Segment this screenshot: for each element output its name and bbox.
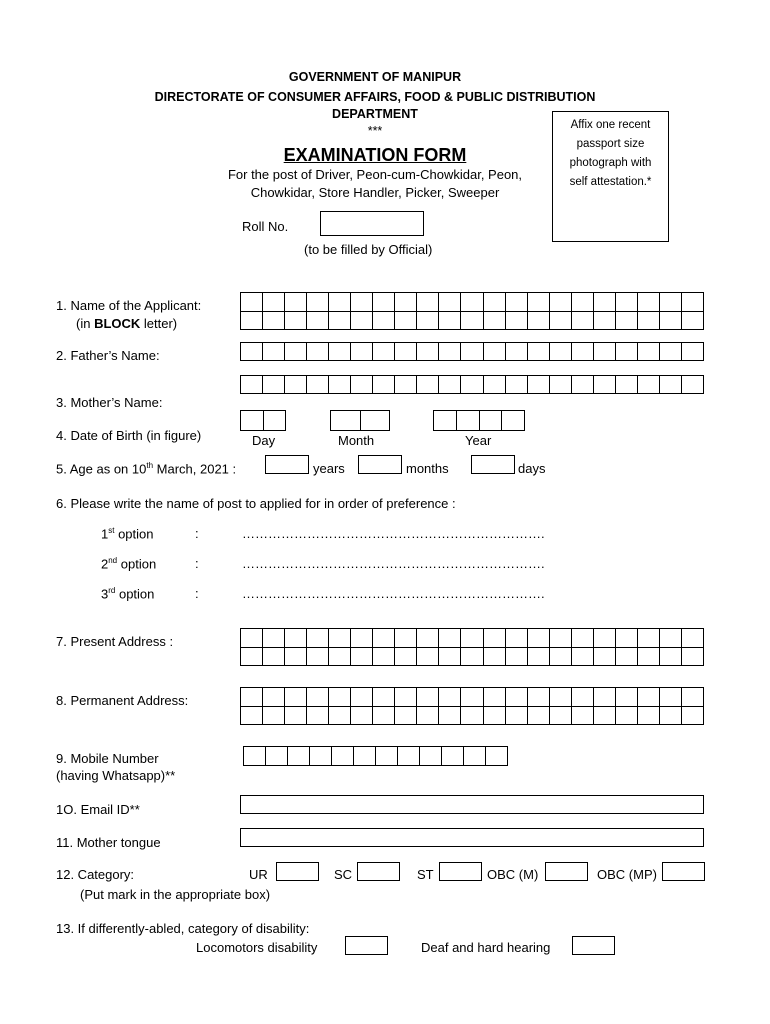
category-obcm-label: OBC (M)	[487, 867, 539, 882]
header-government: GOVERNMENT OF MANIPUR	[288, 70, 462, 84]
char-box[interactable]	[439, 648, 461, 667]
char-box[interactable]	[263, 343, 285, 361]
char-box[interactable]	[682, 312, 704, 331]
char-box[interactable]	[417, 312, 439, 331]
char-box[interactable]	[395, 688, 417, 707]
mother-tongue-field[interactable]	[240, 828, 704, 847]
char-box[interactable]	[285, 688, 307, 707]
char-box[interactable]	[550, 293, 572, 312]
age-days-box[interactable]	[471, 455, 515, 474]
photo-text-2: passport size	[576, 138, 645, 150]
char-box[interactable]	[417, 707, 439, 726]
q3-label: 3. Mother’s Name:	[56, 395, 163, 410]
dob-year-label: Year	[465, 433, 492, 448]
char-box[interactable]	[417, 343, 439, 361]
roll-label: Roll No.	[242, 219, 289, 234]
char-box[interactable]	[331, 411, 361, 431]
char-box[interactable]	[461, 312, 483, 331]
char-box[interactable]	[682, 688, 704, 707]
char-box[interactable]	[660, 688, 682, 707]
char-box[interactable]	[550, 376, 572, 394]
char-box[interactable]	[439, 343, 461, 361]
char-box[interactable]	[616, 648, 638, 667]
char-box[interactable]	[572, 312, 594, 331]
mobile-number-grid[interactable]	[243, 746, 508, 766]
char-box[interactable]	[528, 707, 550, 726]
char-box[interactable]	[329, 629, 351, 648]
char-box[interactable]	[484, 629, 506, 648]
char-box[interactable]	[638, 688, 660, 707]
char-box[interactable]	[594, 688, 616, 707]
char-box[interactable]	[307, 688, 329, 707]
q5-label: 5. Age as on 10th March, 2021 :	[56, 461, 237, 477]
char-box[interactable]	[682, 293, 704, 312]
char-box[interactable]	[351, 312, 373, 331]
char-box[interactable]	[484, 376, 506, 394]
char-box[interactable]	[241, 707, 263, 726]
char-box[interactable]	[288, 747, 310, 766]
char-box[interactable]	[528, 376, 550, 394]
dob-day-grid[interactable]	[240, 410, 286, 431]
char-box[interactable]	[361, 411, 391, 431]
char-box[interactable]	[660, 629, 682, 648]
option-3-line[interactable]: …………………………………………………………….	[242, 586, 545, 601]
char-box[interactable]	[461, 376, 483, 394]
char-box[interactable]	[594, 293, 616, 312]
q9-label: 9. Mobile Number	[56, 751, 159, 766]
char-box[interactable]	[528, 343, 550, 361]
q9-sublabel: (having Whatsapp)**	[56, 768, 176, 783]
char-box[interactable]	[682, 707, 704, 726]
char-box[interactable]	[506, 376, 528, 394]
char-box[interactable]	[329, 688, 351, 707]
char-box[interactable]	[484, 293, 506, 312]
char-box[interactable]	[241, 376, 263, 394]
char-box[interactable]	[373, 707, 395, 726]
char-box[interactable]	[329, 293, 351, 312]
char-box[interactable]	[461, 293, 483, 312]
char-box[interactable]	[660, 293, 682, 312]
char-box[interactable]	[484, 688, 506, 707]
char-box[interactable]	[682, 629, 704, 648]
char-box[interactable]	[439, 688, 461, 707]
char-box[interactable]	[307, 376, 329, 394]
header-stars: ***	[367, 124, 383, 138]
char-box[interactable]	[506, 312, 528, 331]
char-box[interactable]	[263, 707, 285, 726]
form-title: EXAMINATION FORM	[283, 145, 467, 165]
header-department: DEPARTMENT	[332, 107, 418, 121]
disability-deaf-box[interactable]	[572, 936, 615, 955]
char-box[interactable]	[439, 312, 461, 331]
char-box[interactable]	[550, 648, 572, 667]
char-box[interactable]	[682, 343, 704, 361]
char-box[interactable]	[461, 688, 483, 707]
category-sc-box[interactable]	[357, 862, 400, 881]
char-box[interactable]	[307, 312, 329, 331]
char-box[interactable]	[417, 688, 439, 707]
char-box[interactable]	[461, 343, 483, 361]
option-1-line[interactable]: …………………………………………………………….	[242, 526, 545, 541]
q6-label: 6. Please write the name of post to applied for in order of preference :	[56, 496, 456, 511]
char-box[interactable]	[439, 293, 461, 312]
char-box[interactable]	[464, 747, 486, 766]
char-box[interactable]	[263, 293, 285, 312]
category-obcmp-label: OBC (MP)	[597, 867, 657, 882]
char-box[interactable]	[506, 707, 528, 726]
q7-label: 7. Present Address :	[56, 634, 174, 649]
dob-day-label: Day	[252, 433, 276, 448]
char-box[interactable]	[594, 648, 616, 667]
age-years-box[interactable]	[265, 455, 309, 474]
char-box[interactable]	[572, 343, 594, 361]
char-box[interactable]	[484, 707, 506, 726]
char-box[interactable]	[417, 293, 439, 312]
char-box[interactable]	[398, 747, 420, 766]
option-3-colon: :	[195, 586, 199, 601]
char-box[interactable]	[506, 629, 528, 648]
char-box[interactable]	[550, 707, 572, 726]
char-box[interactable]	[285, 648, 307, 667]
photo-text-3: photograph with	[569, 157, 652, 169]
char-box[interactable]	[616, 343, 638, 361]
char-box[interactable]	[373, 688, 395, 707]
char-box[interactable]	[572, 688, 594, 707]
char-box[interactable]	[241, 629, 263, 648]
char-box[interactable]	[550, 629, 572, 648]
char-box[interactable]	[442, 747, 464, 766]
q12-label: 12. Category:	[56, 867, 135, 882]
char-box[interactable]	[528, 293, 550, 312]
char-box[interactable]	[616, 688, 638, 707]
char-box[interactable]	[263, 376, 285, 394]
char-box[interactable]	[484, 648, 506, 667]
dob-month-label: Month	[338, 433, 375, 448]
char-box[interactable]	[550, 343, 572, 361]
char-box[interactable]	[266, 747, 288, 766]
photo-box[interactable]	[552, 111, 669, 242]
char-box[interactable]	[461, 707, 483, 726]
char-box[interactable]	[307, 343, 329, 361]
char-box[interactable]	[506, 688, 528, 707]
char-box[interactable]	[395, 312, 417, 331]
char-box[interactable]	[285, 312, 307, 331]
char-box[interactable]	[307, 707, 329, 726]
char-box[interactable]	[638, 648, 660, 667]
char-box[interactable]	[351, 343, 373, 361]
char-box[interactable]	[417, 629, 439, 648]
char-box[interactable]	[528, 629, 550, 648]
option-3-label: 3rd option	[101, 586, 155, 602]
disability-deaf-label: Deaf and hard hearing	[421, 940, 551, 955]
char-box[interactable]	[241, 312, 263, 331]
char-box[interactable]	[506, 293, 528, 312]
q10-label: 1O. Email ID**	[56, 802, 140, 817]
permanent-address-grid[interactable]	[240, 687, 704, 725]
char-box[interactable]	[502, 411, 525, 431]
char-box[interactable]	[550, 312, 572, 331]
char-box[interactable]	[616, 629, 638, 648]
char-box[interactable]	[682, 648, 704, 667]
option-2-colon: :	[195, 556, 199, 571]
char-box[interactable]	[351, 293, 373, 312]
char-box[interactable]	[660, 707, 682, 726]
category-obcm-box[interactable]	[545, 862, 588, 881]
option-2-line[interactable]: …………………………………………………………….	[242, 556, 545, 571]
disability-locomotor-box[interactable]	[345, 936, 388, 955]
char-box[interactable]	[263, 629, 285, 648]
q13-label: 13. If differently-abled, category of disability:	[56, 921, 310, 936]
char-box[interactable]	[572, 293, 594, 312]
char-box[interactable]	[351, 376, 373, 394]
char-box[interactable]	[329, 343, 351, 361]
q12-sublabel: (Put mark in the appropriate box)	[80, 887, 271, 902]
char-box[interactable]	[263, 648, 285, 667]
char-box[interactable]	[307, 648, 329, 667]
roll-note: (to be filled by Official)	[304, 242, 433, 257]
option-2-label: 2nd option	[101, 556, 157, 572]
email-field[interactable]	[240, 795, 704, 814]
category-st-box[interactable]	[439, 862, 482, 881]
char-box[interactable]	[506, 648, 528, 667]
q2-label: 2. Father’s Name:	[56, 348, 160, 363]
char-box[interactable]	[329, 312, 351, 331]
char-box[interactable]	[594, 343, 616, 361]
char-box[interactable]	[354, 747, 376, 766]
char-box[interactable]	[373, 648, 395, 667]
char-box[interactable]	[329, 376, 351, 394]
char-box[interactable]	[307, 293, 329, 312]
char-box[interactable]	[572, 707, 594, 726]
char-box[interactable]	[638, 293, 660, 312]
char-box[interactable]	[616, 312, 638, 331]
char-box[interactable]	[285, 629, 307, 648]
form-subtitle-2: Chowkidar, Store Handler, Picker, Sweeper	[250, 185, 500, 200]
char-box[interactable]	[263, 312, 285, 331]
char-box[interactable]	[395, 293, 417, 312]
char-box[interactable]	[395, 376, 417, 394]
age-months-label: months	[406, 461, 449, 476]
char-box[interactable]	[461, 648, 483, 667]
char-box[interactable]	[572, 629, 594, 648]
char-box[interactable]	[660, 376, 682, 394]
char-box[interactable]	[285, 293, 307, 312]
char-box[interactable]	[351, 707, 373, 726]
char-box[interactable]	[638, 707, 660, 726]
char-box[interactable]	[572, 376, 594, 394]
option-1-label: 1st option	[101, 526, 154, 542]
char-box[interactable]	[373, 293, 395, 312]
roll-number-box[interactable]	[320, 211, 424, 236]
char-box[interactable]	[528, 312, 550, 331]
char-box[interactable]	[351, 629, 373, 648]
q4-label: 4. Date of Birth (in figure)	[56, 428, 202, 443]
char-box[interactable]	[417, 376, 439, 394]
char-box[interactable]	[263, 688, 285, 707]
char-box[interactable]	[484, 343, 506, 361]
char-box[interactable]	[264, 411, 287, 431]
char-box[interactable]	[285, 376, 307, 394]
mother-name-grid[interactable]	[240, 375, 704, 394]
char-box[interactable]	[594, 629, 616, 648]
category-obcmp-box[interactable]	[662, 862, 705, 881]
age-days-label: days	[518, 461, 546, 476]
char-box[interactable]	[373, 376, 395, 394]
father-name-grid[interactable]	[240, 342, 704, 361]
char-box[interactable]	[417, 648, 439, 667]
char-box[interactable]	[439, 629, 461, 648]
q1-label: 1. Name of the Applicant:	[56, 298, 202, 313]
char-box[interactable]	[351, 648, 373, 667]
dob-year-grid[interactable]	[433, 410, 525, 431]
char-box[interactable]	[616, 376, 638, 394]
char-box[interactable]	[528, 648, 550, 667]
char-box[interactable]	[373, 629, 395, 648]
q1-sublabel: (in BLOCK letter)	[76, 316, 178, 331]
char-box[interactable]	[616, 707, 638, 726]
char-box[interactable]	[486, 747, 508, 766]
char-box[interactable]	[457, 411, 480, 431]
category-sc-label: SC	[334, 867, 353, 882]
category-st-label: ST	[417, 867, 434, 882]
photo-text-1: Affix one recent	[570, 119, 651, 131]
age-years-label: years	[313, 461, 345, 476]
dob-month-grid[interactable]	[330, 410, 390, 431]
char-box[interactable]	[682, 376, 704, 394]
char-box[interactable]	[420, 747, 442, 766]
char-box[interactable]	[660, 312, 682, 331]
char-box[interactable]	[241, 343, 263, 361]
photo-text-4: self attestation.*	[569, 176, 652, 188]
category-ur-box[interactable]	[276, 862, 319, 881]
category-ur-label: UR	[249, 867, 268, 882]
char-box[interactable]	[332, 747, 354, 766]
char-box[interactable]	[351, 688, 373, 707]
disability-locomotor-label: Locomotors disability	[196, 940, 318, 955]
present-address-grid[interactable]	[240, 628, 704, 666]
char-box[interactable]	[616, 293, 638, 312]
char-box[interactable]	[439, 376, 461, 394]
form-subtitle-1: For the post of Driver, Peon-cum-Chowkidar, Peon,	[227, 167, 523, 182]
char-box[interactable]	[480, 411, 503, 431]
char-box[interactable]	[638, 629, 660, 648]
char-box[interactable]	[376, 747, 398, 766]
char-box[interactable]	[594, 376, 616, 394]
char-box[interactable]	[244, 747, 266, 766]
char-box[interactable]	[329, 648, 351, 667]
char-box[interactable]	[241, 688, 263, 707]
char-box[interactable]	[484, 312, 506, 331]
header-directorate: DIRECTORATE OF CONSUMER AFFAIRS, FOOD & PUBLIC DISTRIBUTION	[154, 90, 596, 104]
char-box[interactable]	[594, 312, 616, 331]
char-box[interactable]	[638, 376, 660, 394]
char-box[interactable]	[461, 629, 483, 648]
char-box[interactable]	[395, 343, 417, 361]
q8-label: 8. Permanent Address:	[56, 693, 189, 708]
char-box[interactable]	[285, 343, 307, 361]
char-box[interactable]	[241, 411, 264, 431]
char-box[interactable]	[241, 648, 263, 667]
name-char-grid[interactable]	[240, 292, 704, 330]
char-box[interactable]	[310, 747, 332, 766]
char-box[interactable]	[660, 343, 682, 361]
char-box[interactable]	[550, 688, 572, 707]
char-box[interactable]	[638, 312, 660, 331]
char-box[interactable]	[395, 707, 417, 726]
char-box[interactable]	[395, 648, 417, 667]
char-box[interactable]	[373, 343, 395, 361]
char-box[interactable]	[373, 312, 395, 331]
char-box[interactable]	[395, 629, 417, 648]
char-box[interactable]	[329, 707, 351, 726]
char-box[interactable]	[528, 688, 550, 707]
char-box[interactable]	[506, 343, 528, 361]
char-box[interactable]	[285, 707, 307, 726]
q11-label: 11. Mother tongue	[56, 835, 161, 850]
char-box[interactable]	[572, 648, 594, 667]
age-months-box[interactable]	[358, 455, 402, 474]
char-box[interactable]	[638, 343, 660, 361]
char-box[interactable]	[660, 648, 682, 667]
char-box[interactable]	[307, 629, 329, 648]
option-1-colon: :	[195, 526, 199, 541]
char-box[interactable]	[439, 707, 461, 726]
char-box[interactable]	[241, 293, 263, 312]
char-box[interactable]	[594, 707, 616, 726]
char-box[interactable]	[434, 411, 457, 431]
